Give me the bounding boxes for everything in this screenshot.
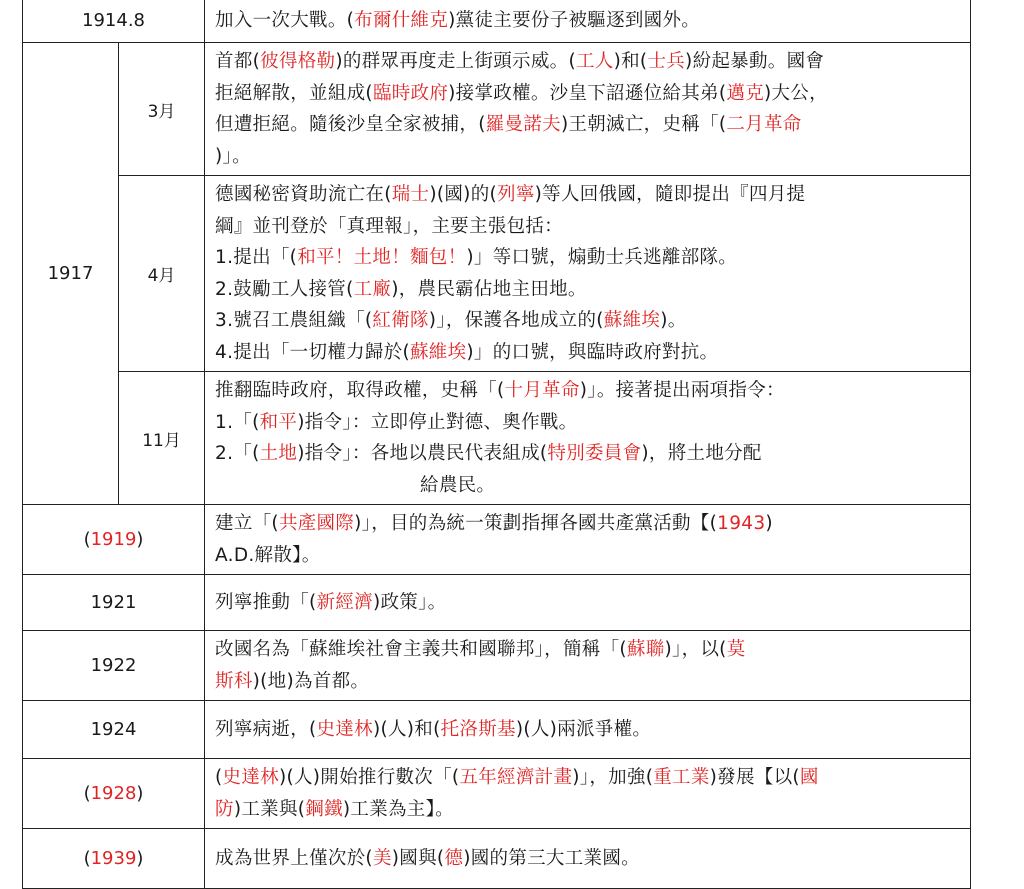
- answer-text: 紅衛隊: [372, 310, 429, 331]
- answer-text: 士兵: [647, 51, 686, 72]
- text-run: 3.號召工農組織「(: [215, 310, 373, 331]
- text-run: 列寧推動「(: [215, 591, 317, 613]
- answer-text: 鋼鐵: [305, 798, 343, 820]
- answer-text: 工廠: [353, 278, 392, 300]
- event-cell: [205, 176, 971, 372]
- timeline-table: [22, 0, 971, 889]
- text-run: 列寧病逝，(: [215, 718, 317, 740]
- text-run: )指令」：各地以農民代表組成(: [297, 443, 548, 464]
- answer-text: 史達林: [222, 767, 279, 788]
- text-run: )」。接著提出兩項指令：: [579, 380, 785, 401]
- text-run: (: [83, 848, 91, 869]
- text-run: 2.鼓勵工人接管(: [215, 278, 354, 300]
- text-line: [215, 438, 962, 470]
- answer-text: 1943: [717, 513, 766, 534]
- year-cell: 1921: [23, 575, 205, 631]
- table-row: [23, 701, 971, 759]
- answer-text: 和平: [259, 411, 298, 433]
- text-run: 德國秘密資助流亡在(: [215, 184, 392, 205]
- text-run: )和(: [613, 51, 648, 72]
- answer-text: 蘇維埃: [410, 341, 467, 363]
- text-run: )(人)開始推行數次「(: [278, 767, 460, 788]
- answer-text: 蘇聯: [626, 639, 665, 660]
- text-run: 給農民。: [420, 474, 496, 496]
- text-run: 改國名為「蘇維埃社會主義共和國聯邦」，簡稱「(: [215, 639, 627, 660]
- answer-text: 共產國際: [278, 513, 355, 534]
- text-run: )(人)和(: [372, 718, 441, 740]
- year-cell: [23, 759, 205, 829]
- answer-text: 臨時政府: [372, 82, 449, 104]
- year-cell: [23, 505, 205, 575]
- text-run: )」等口號，煽動士兵逃離部隊。: [466, 247, 738, 268]
- text-run: )」，保護各地成立的(: [428, 310, 604, 331]
- text-line: [215, 634, 962, 666]
- answer-text: 工人: [575, 51, 614, 72]
- table-row: [23, 176, 971, 372]
- answer-text: 邁克: [726, 82, 764, 104]
- text-run: )政策」。: [372, 591, 447, 613]
- text-run: )」，目的為統一策劃指揮各國共產黨活動【(: [354, 513, 718, 534]
- answer-text: 列寧: [497, 184, 535, 205]
- year-cell: 1917: [23, 43, 119, 505]
- text-run: 推翻臨時政府，取得政權，史稱「(: [215, 380, 505, 401]
- text-run: ): [136, 848, 144, 869]
- answer-text: 布爾什維克: [354, 9, 449, 31]
- text-line: [215, 470, 962, 502]
- text-line: [215, 305, 962, 337]
- text-run: )大公，: [764, 82, 828, 104]
- text-run: )發展【以(: [709, 767, 800, 788]
- text-run: )」。: [215, 145, 251, 167]
- answer-text: 土地: [259, 443, 298, 464]
- text-line: [215, 179, 962, 211]
- text-line: [215, 587, 962, 619]
- text-line: [215, 337, 962, 369]
- answer-text: 重工業: [653, 767, 710, 788]
- text-line: [215, 540, 962, 572]
- text-run: )(人)兩派爭權。: [515, 718, 652, 740]
- month-cell: 4月: [119, 176, 205, 372]
- text-run: )(地)為首都。: [252, 670, 370, 692]
- event-cell: [205, 505, 971, 575]
- text-run: 綱』並刊登於「真理報」，主要主張包括：: [215, 215, 563, 237]
- table-row: [23, 505, 971, 575]
- table-row: [23, 372, 971, 505]
- event-cell: [205, 43, 971, 176]
- text-run: A.D.解散】。: [215, 544, 321, 566]
- text-line: [215, 78, 962, 110]
- text-run: 拒絕解散，並組成(: [215, 82, 373, 104]
- text-line: [215, 141, 962, 173]
- year-cell: 1914.8: [23, 0, 205, 43]
- text-run: )王朝滅亡，史稱「(: [560, 114, 727, 135]
- text-run: )，農民霸佔地主田地。: [391, 278, 587, 300]
- answer-text: 1939: [90, 848, 137, 869]
- text-line: [215, 211, 962, 243]
- answer-text: 彼得格勒: [260, 51, 336, 72]
- text-line: [215, 666, 962, 698]
- text-run: )黨徒主要份子被驅逐到國外。: [448, 9, 701, 31]
- table-row: [23, 43, 971, 176]
- text-line: [215, 843, 962, 875]
- table-row: [23, 0, 971, 43]
- text-run: (: [215, 767, 223, 788]
- answer-text: 托洛斯基: [440, 718, 516, 740]
- answer-text: 防: [215, 798, 234, 820]
- text-run: )工業為主】。: [342, 798, 454, 820]
- text-run: )」，加強(: [572, 767, 654, 788]
- text-run: 4.提出「一切權力歸於(: [215, 341, 410, 363]
- answer-text: 美: [372, 847, 392, 869]
- year-cell: 1924: [23, 701, 205, 759]
- text-run: (: [83, 783, 91, 804]
- year-cell: 1922: [23, 631, 205, 701]
- answer-text: 五年經濟計畫: [459, 767, 573, 788]
- table-row: [23, 631, 971, 701]
- event-cell: [205, 759, 971, 829]
- answer-text: 1928: [90, 783, 137, 804]
- text-run: ): [136, 783, 144, 804]
- text-run: )指令」：立即停止對德、奧作戰。: [297, 411, 578, 433]
- event-cell: [205, 575, 971, 631]
- text-run: )。: [660, 310, 687, 331]
- text-run: )」，以(: [664, 639, 727, 660]
- text-line: [215, 46, 962, 78]
- text-run: )紛起暴動。國會: [685, 51, 825, 72]
- text-run: )等人回俄國，隨即提出『四月提: [534, 184, 806, 205]
- answer-text: 蘇維埃: [603, 310, 661, 331]
- text-line: [215, 714, 962, 746]
- text-run: )國與(: [391, 847, 445, 869]
- answer-text: 史達林: [316, 718, 373, 740]
- event-cell: [205, 0, 971, 43]
- text-line: [215, 762, 962, 794]
- text-run: 1.「(: [215, 411, 260, 433]
- month-cell: 11月: [119, 372, 205, 505]
- answer-text: 斯科: [215, 670, 253, 692]
- text-run: 建立「(: [215, 513, 279, 534]
- text-run: )的群眾再度走上街頭示威。(: [335, 51, 576, 72]
- text-run: )接掌政權。沙皇下詔遜位給其弟(: [448, 82, 727, 104]
- answer-text: 和平！土地！麵包！: [297, 247, 467, 268]
- text-run: 首都(: [215, 51, 261, 72]
- text-run: ): [765, 513, 773, 534]
- text-run: )」的口號，與臨時政府對抗。: [466, 341, 719, 363]
- text-line: [215, 794, 962, 826]
- answer-text: 羅曼諾夫: [485, 114, 561, 135]
- table-row: [23, 829, 971, 889]
- answer-text: 國: [799, 767, 819, 788]
- text-line: [215, 375, 962, 407]
- event-cell: [205, 372, 971, 505]
- event-cell: [205, 631, 971, 701]
- text-run: ): [136, 529, 144, 550]
- month-cell: 3月: [119, 43, 205, 176]
- answer-text: 德: [444, 847, 464, 869]
- text-line: [215, 508, 962, 540]
- text-line: [215, 274, 962, 306]
- text-line: [215, 242, 962, 274]
- year-cell: [23, 829, 205, 889]
- event-cell: [205, 829, 971, 889]
- text-run: )國的第三大工業國。: [463, 847, 640, 869]
- text-run: (: [83, 529, 91, 550]
- text-run: 2.「(: [215, 443, 260, 464]
- text-line: [215, 109, 962, 141]
- answer-text: 1919: [90, 529, 137, 550]
- text-run: 成為世界上僅次於(: [215, 847, 373, 869]
- answer-text: 莫: [726, 639, 746, 660]
- text-run: )(國)的(: [429, 184, 498, 205]
- text-run: 但遭拒絕。隨後沙皇全家被捕，(: [215, 114, 486, 135]
- text-line: [215, 407, 962, 439]
- text-run: 加入一次大戰。(: [215, 9, 355, 31]
- text-run: )工業與(: [233, 798, 306, 820]
- text-run: 1.提出「(: [215, 247, 298, 268]
- text-run: )，將土地分配: [641, 443, 762, 464]
- answer-text: 特別委員會: [547, 443, 642, 464]
- table-row: [23, 759, 971, 829]
- text-line: [215, 5, 962, 37]
- event-cell: [205, 701, 971, 759]
- answer-text: 十月革命: [504, 380, 580, 401]
- answer-text: 瑞士: [391, 184, 430, 205]
- answer-text: 新經濟: [316, 591, 373, 613]
- table-row: [23, 575, 971, 631]
- answer-text: 二月革命: [726, 114, 802, 135]
